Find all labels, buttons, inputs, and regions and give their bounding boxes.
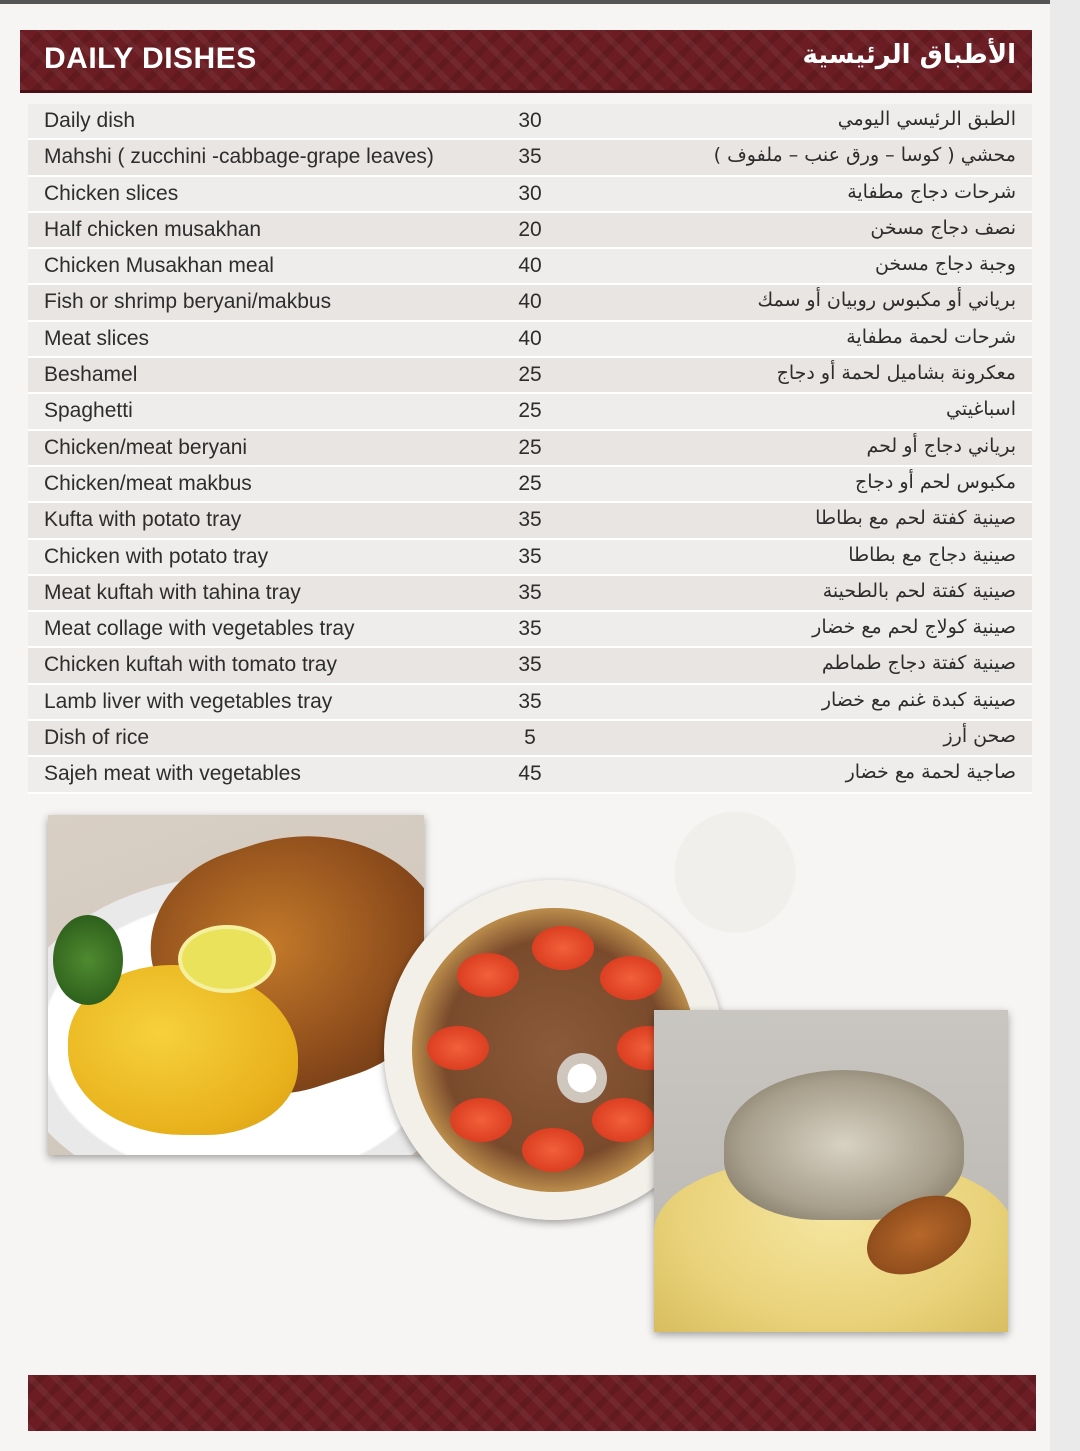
dish-name-ar: صينية كفتة لحم مع بطاطا bbox=[815, 507, 1016, 530]
tomato-slice-shape bbox=[532, 926, 594, 970]
dish-price: 35 bbox=[518, 617, 542, 641]
dish-name-ar: صاجية لحمة مع خضار bbox=[845, 761, 1016, 784]
dish-name-ar: برياني أو مكبوس روبيان أو سمك bbox=[757, 289, 1016, 312]
page-right-margin bbox=[1050, 0, 1080, 1451]
dish-name-en: Chicken kuftah with tomato tray bbox=[44, 653, 337, 677]
tomato-slice-shape bbox=[592, 1098, 654, 1142]
menu-row bbox=[28, 394, 1032, 430]
dish-name-ar: نصف دجاج مسخن bbox=[870, 216, 1016, 239]
menu-row bbox=[28, 612, 1032, 648]
tomato-slice-shape bbox=[600, 956, 662, 1000]
dish-name-ar: شرحات لحمة مطفاية bbox=[846, 325, 1016, 348]
dish-price: 5 bbox=[524, 726, 536, 750]
dish-price: 35 bbox=[518, 689, 542, 713]
menu-row bbox=[28, 757, 1032, 793]
menu-row bbox=[28, 648, 1032, 684]
dish-name-ar: محشي ( كوسا – ورق عنب – ملفوف ) bbox=[713, 144, 1016, 167]
dish-name-ar: صحن أرز bbox=[943, 725, 1016, 748]
menu-row bbox=[28, 431, 1032, 467]
dish-price: 35 bbox=[518, 653, 542, 677]
dish-name-en: Half chicken musakhan bbox=[44, 217, 262, 241]
dish-name-en: Chicken slices bbox=[44, 181, 179, 205]
lemon-slice-shape bbox=[178, 925, 276, 993]
dish-name-ar: اسباغيتي bbox=[946, 398, 1016, 421]
dish-name-ar: وجبة دجاج مسخن bbox=[874, 253, 1016, 276]
header-title-ar: الأطباق الرئيسية bbox=[802, 40, 1016, 70]
menu-row bbox=[28, 213, 1032, 249]
menu-row bbox=[28, 540, 1032, 576]
dish-name-ar: معكرونة بشاميل لحمة أو دجاج bbox=[776, 362, 1016, 385]
dish-name-ar: برياني دجاج أو لحم bbox=[866, 434, 1016, 457]
dish-price: 25 bbox=[518, 399, 542, 423]
dish-name-en: Daily dish bbox=[44, 109, 136, 132]
menu-row bbox=[28, 285, 1032, 321]
musakhan-photo bbox=[654, 1010, 1008, 1332]
dish-name-en: Sajeh meat with vegetables bbox=[44, 762, 301, 786]
menu-row bbox=[28, 177, 1032, 213]
dish-name-en: Chicken/meat makbus bbox=[44, 471, 252, 495]
tomato-slice-shape bbox=[427, 1026, 489, 1070]
dish-name-en: Meat kuftah with tahina tray bbox=[44, 580, 301, 604]
dish-name-en: Chicken with potato tray bbox=[44, 544, 269, 568]
menu-row bbox=[28, 249, 1032, 285]
dish-price: 45 bbox=[518, 762, 542, 786]
menu-row bbox=[28, 104, 1032, 140]
menu-row bbox=[28, 358, 1032, 394]
dish-name-en: Chicken Musakhan meal bbox=[44, 254, 274, 278]
dish-name-ar: شرحات دجاج مطفاية bbox=[847, 180, 1016, 203]
tomato-slice-shape bbox=[522, 1128, 584, 1172]
dish-price: 35 bbox=[518, 508, 542, 532]
dish-name-en: Fish or shrimp beryani/makbus bbox=[44, 290, 332, 314]
tomato-slice-shape bbox=[450, 1098, 512, 1142]
salad-shape bbox=[53, 915, 123, 1005]
dish-name-en: Meat slices bbox=[44, 326, 150, 350]
dish-price: 35 bbox=[518, 544, 542, 568]
header-title-en: DAILY DISHES bbox=[44, 42, 257, 75]
dish-price: 35 bbox=[518, 580, 542, 604]
dish-name-en: Beshamel bbox=[44, 363, 138, 387]
dish-price: 30 bbox=[518, 181, 542, 205]
dish-price: 30 bbox=[518, 109, 542, 132]
dish-name-en: Kufta with potato tray bbox=[44, 508, 242, 532]
menu-row bbox=[28, 576, 1032, 612]
tray-center-shape bbox=[557, 1053, 607, 1103]
menu-row bbox=[28, 721, 1032, 757]
menu-row bbox=[28, 140, 1032, 176]
dish-price: 35 bbox=[518, 145, 542, 169]
dish-price: 20 bbox=[518, 217, 542, 241]
dish-name-ar: صينية دجاج مع بطاطا bbox=[848, 543, 1016, 566]
dish-name-en: Mahshi ( zucchini -cabbage-grape leaves) bbox=[44, 145, 434, 169]
menu-row bbox=[28, 503, 1032, 539]
dish-name-en: Lamb liver with vegetables tray bbox=[44, 689, 333, 713]
dish-name-en: Meat collage with vegetables tray bbox=[44, 617, 355, 641]
menu-row bbox=[28, 322, 1032, 358]
dish-name-en: Dish of rice bbox=[44, 726, 150, 750]
menu-row bbox=[28, 467, 1032, 503]
footer-band bbox=[28, 1375, 1036, 1431]
dish-name-en: Spaghetti bbox=[44, 399, 133, 423]
dish-price: 25 bbox=[518, 471, 542, 495]
dish-name-ar: الطبق الرئيسي اليومي bbox=[837, 108, 1016, 130]
dish-name-en: Chicken/meat beryani bbox=[44, 435, 248, 459]
dish-name-ar: مكبوس لحم أو دجاج bbox=[855, 470, 1016, 493]
menu-row bbox=[28, 685, 1032, 721]
dish-name-ar: صينية كبدة غنم مع خضار bbox=[821, 688, 1016, 711]
lobster-rice-photo bbox=[48, 815, 424, 1155]
dish-name-ar: صينية كفتة لحم بالطحينة bbox=[822, 579, 1016, 602]
dish-price: 40 bbox=[518, 254, 542, 278]
dish-name-ar: صينية كولاج لحم مع خضار bbox=[812, 616, 1016, 639]
dish-price: 25 bbox=[518, 435, 542, 459]
dish-price: 40 bbox=[518, 326, 542, 350]
dish-name-ar: صينية كفتة دجاج طماطم bbox=[821, 652, 1016, 675]
dish-price: 40 bbox=[518, 290, 542, 314]
tomato-slice-shape bbox=[457, 953, 519, 997]
dish-price: 25 bbox=[518, 363, 542, 387]
menu-list bbox=[28, 104, 1032, 794]
